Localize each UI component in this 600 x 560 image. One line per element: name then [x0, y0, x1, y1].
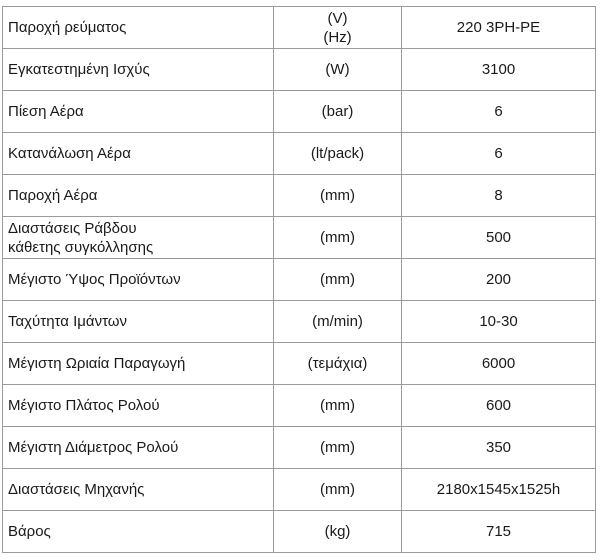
spec-param-label: Μέγιστο Ύψος Προϊόντων [3, 259, 274, 301]
spec-param-label: Μέγιστη Διάμετρος Ρολού [3, 427, 274, 469]
spec-param-label: Μέγιστο Πλάτος Ρολού [3, 385, 274, 427]
spec-unit: (W) [274, 49, 402, 91]
spec-unit: (mm) [274, 385, 402, 427]
spec-unit: (mm) [274, 259, 402, 301]
spec-value: 500 [402, 217, 596, 259]
table-row [3, 469, 596, 511]
spec-param-label: Διαστάσεις Μηχανής [3, 469, 274, 511]
spec-unit: (V) (Hz) [274, 7, 402, 49]
spec-table [2, 6, 596, 553]
table-row [3, 511, 596, 553]
spec-unit: (mm) [274, 469, 402, 511]
spec-unit: (τεμάχια) [274, 343, 402, 385]
table-row [3, 7, 596, 49]
spec-unit: (kg) [274, 511, 402, 553]
spec-param-label: Μέγιστη Ωριαία Παραγωγή [3, 343, 274, 385]
table-row [3, 133, 596, 175]
spec-value: 6 [402, 91, 596, 133]
table-row [3, 49, 596, 91]
spec-param-label: Βάρος [3, 511, 274, 553]
spec-value: 6000 [402, 343, 596, 385]
spec-param-label: Ταχύτητα Ιμάντων [3, 301, 274, 343]
spec-value: 8 [402, 175, 596, 217]
spec-value: 2180x1545x1525h [402, 469, 596, 511]
spec-value: 350 [402, 427, 596, 469]
spec-unit: (m/min) [274, 301, 402, 343]
spec-unit: (mm) [274, 217, 402, 259]
spec-table-body [3, 7, 596, 553]
spec-param-label: Παροχή Αέρα [3, 175, 274, 217]
table-row [3, 175, 596, 217]
spec-value: 220 3PH-PE [402, 7, 596, 49]
spec-param-label: Διαστάσεις Ράβδου κάθετης συγκόλλησης [3, 217, 274, 259]
spec-value: 715 [402, 511, 596, 553]
spec-param-label: Εγκατεστημένη Ισχύς [3, 49, 274, 91]
spec-param-label: Παροχή ρεύματος [3, 7, 274, 49]
spec-value: 200 [402, 259, 596, 301]
spec-unit: (mm) [274, 175, 402, 217]
spec-value: 3100 [402, 49, 596, 91]
table-row [3, 91, 596, 133]
table-row [3, 427, 596, 469]
table-row [3, 385, 596, 427]
spec-unit: (mm) [274, 427, 402, 469]
table-row [3, 301, 596, 343]
table-row [3, 217, 596, 259]
spec-param-label: Πίεση Αέρα [3, 91, 274, 133]
table-row [3, 259, 596, 301]
spec-unit: (lt/pack) [274, 133, 402, 175]
table-row [3, 343, 596, 385]
spec-value: 600 [402, 385, 596, 427]
spec-unit: (bar) [274, 91, 402, 133]
spec-param-label: Κατανάλωση Αέρα [3, 133, 274, 175]
spec-value: 10-30 [402, 301, 596, 343]
spec-value: 6 [402, 133, 596, 175]
